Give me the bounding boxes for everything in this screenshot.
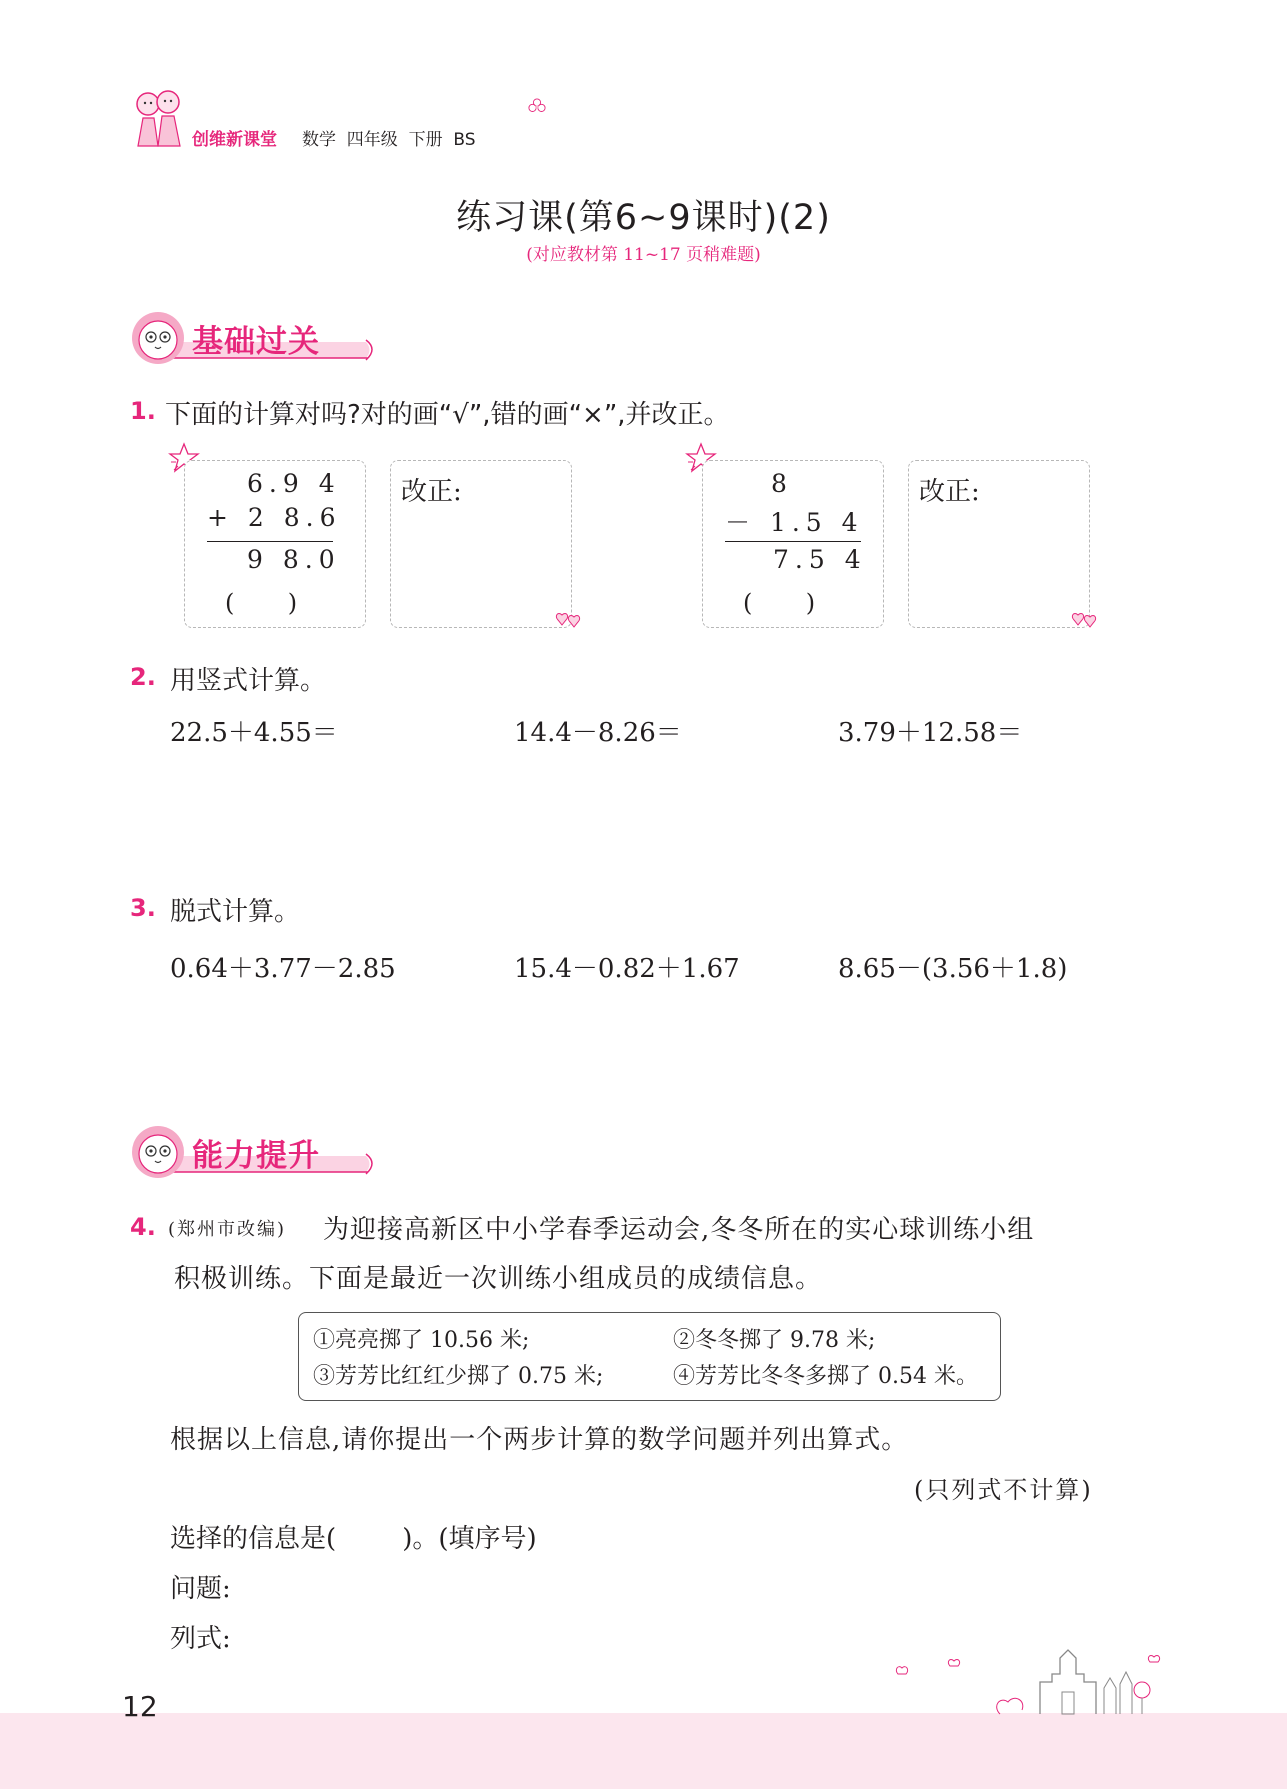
footer-band (0, 1713, 1287, 1789)
flower-icon (528, 98, 546, 116)
calc-line-2: － 1.5 4 (725, 508, 864, 537)
info-item: ③芳芳比红红少掷了 0.75 米; (313, 1364, 604, 1389)
calc-result: 7.5 4 (773, 545, 867, 574)
info-item: ②冬冬掷了 9.78 米; (673, 1328, 876, 1353)
question-number: 3. (130, 894, 156, 922)
question-text: 用竖式计算。 (170, 666, 327, 696)
calc-result: 9 8.0 (247, 545, 341, 574)
note: (只列式不计算) (914, 1476, 1093, 1504)
page-title: 练习课(第6~9课时)(2) (456, 198, 831, 238)
expression: 15.4－0.82＋1.67 (514, 954, 740, 984)
subject-info: 数学 四年级 下册 BS (302, 130, 476, 150)
question-label: 问题: (170, 1574, 231, 1604)
instruction: 根据以上信息,请你提出一个两步计算的数学问题并列出算式。 (170, 1425, 909, 1455)
info-item: ①亮亮掷了 10.56 米; (313, 1328, 530, 1353)
calc-divider (207, 541, 333, 542)
problem-box-b (702, 460, 884, 628)
info-item: ④芳芳比冬冬多掷了 0.54 米。 (673, 1364, 978, 1389)
expression: 0.64＋3.77－2.85 (170, 954, 396, 984)
section-title-advanced: 能力提升 (192, 1138, 320, 1174)
problem-box-a (184, 460, 366, 628)
correction-label: 改正: (919, 477, 980, 507)
calc-line-1: 8 (771, 469, 793, 498)
formula-label: 列式: (170, 1624, 231, 1654)
expression: 3.79＋12.58＝ (838, 718, 1023, 748)
choose-info-label: 选择的信息是( )。(填序号) (170, 1524, 537, 1554)
page-number: 12 (122, 1690, 158, 1723)
calc-divider (725, 541, 861, 542)
info-box (298, 1312, 1001, 1401)
question-source: (郑州市改编) (168, 1219, 287, 1240)
question-number: 4. (130, 1213, 156, 1241)
expression: 14.4－8.26＝ (514, 718, 682, 748)
correction-box-b[interactable] (908, 460, 1090, 628)
castle-doodle-icon (880, 1648, 1170, 1718)
question-text: 下面的计算对吗?对的画“√”,错的画“×”,并改正。 (165, 400, 730, 430)
expression: 22.5＋4.55＝ (170, 718, 338, 748)
correction-label: 改正: (401, 477, 462, 507)
section-title-basic: 基础过关 (192, 324, 320, 360)
calc-line-2: + 2 8.6 (207, 503, 342, 532)
owl-mascot-icon (130, 310, 186, 366)
page-subtitle: (对应教材第 11~17 页稍难题) (526, 245, 761, 265)
question-number: 1. (130, 397, 156, 425)
question-text: 脱式计算。 (170, 897, 301, 927)
heart-icon (1068, 610, 1100, 632)
expression: 8.65－(3.56＋1.8) (838, 954, 1068, 984)
question-number: 2. (130, 663, 156, 691)
heart-icon (552, 610, 584, 632)
kids-logo-icon (128, 86, 188, 156)
section-banner-advanced (128, 1120, 378, 1184)
question-text-line1: 为迎接高新区中小学春季运动会,冬冬所在的实心球训练小组 (323, 1215, 1035, 1245)
brand-name: 创维新课堂 (192, 130, 277, 150)
section-banner-basic (128, 306, 378, 370)
answer-paren-a[interactable]: ( ) (225, 589, 298, 617)
correction-box-a[interactable] (390, 460, 572, 628)
owl-mascot-icon (130, 1124, 186, 1180)
question-text-line2: 积极训练。下面是最近一次训练小组成员的成绩信息。 (174, 1264, 823, 1294)
calc-line-1: 6.9 4 (247, 469, 341, 498)
answer-paren-b[interactable]: ( ) (743, 589, 816, 617)
